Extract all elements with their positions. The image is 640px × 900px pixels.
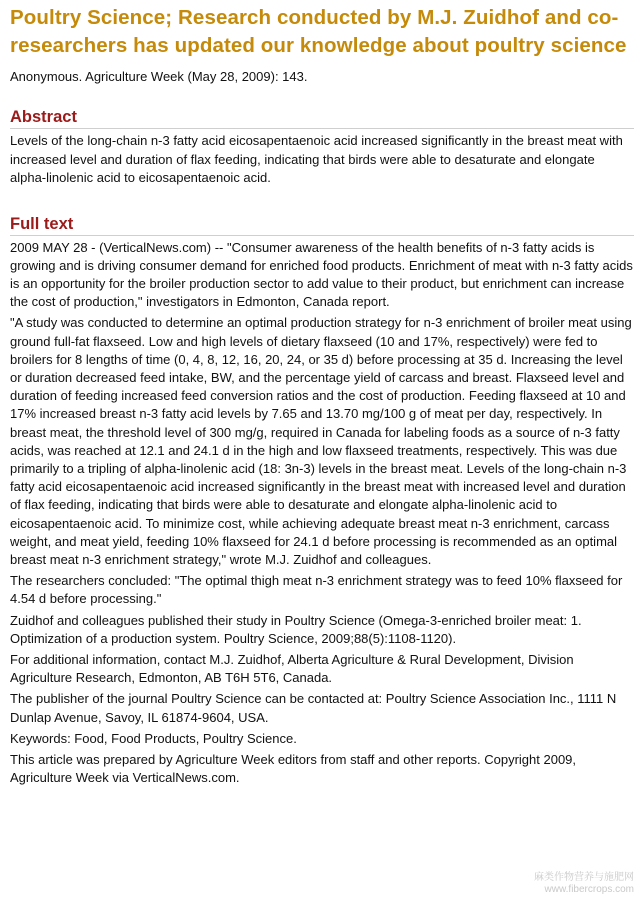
watermark-line-1: 麻类作物营养与施肥网 xyxy=(534,872,634,883)
site-watermark xyxy=(534,872,634,896)
article-citation: Anonymous. Agriculture Week (May 28, 2009): 143. xyxy=(10,69,308,84)
full-text-heading: Full text xyxy=(10,214,634,236)
full-text-paragraph-publication: Zuidhof and colleagues published their study in Poultry Science (Omega-3-enriched broiler meat: 1. Optimization of a production system. Poultry Science, 2009;88(5):1108-1120). xyxy=(10,612,582,646)
watermark-line-2: www.fibercrops.com xyxy=(544,884,634,895)
article xyxy=(10,4,634,787)
full-text-paragraph-intro: 2009 MAY 28 - (VerticalNews.com) -- "Consumer awareness of the health benefits of n-3 fatty acids is growing and is driving consumer demand for enriched food products. Enrichment of meat with n-3 fatty acids is an opportunity for the broiler production sector to add value to their product, but enrichment can increase the cost of production," investigators in Edmonton, Canada report. xyxy=(10,239,633,310)
full-text-paragraph-keywords: Keywords: Food, Food Products, Poultry Science. xyxy=(10,730,297,746)
full-text-paragraph-copyright: This article was prepared by Agriculture Week editors from staff and other reports. Copyright 2009, Agriculture Week via VerticalNews.com. xyxy=(10,751,577,786)
full-text-body xyxy=(10,239,634,788)
full-text-paragraph-contact: For additional information, contact M.J. Zuidhof, Alberta Agriculture & Rural Development, Division Agriculture Research, Edmonton, AB T6H 5T6, Canada. xyxy=(10,651,574,686)
abstract-text: Levels of the long-chain n-3 fatty acid eicosapentaenoic acid increased significantly in the breast meat with increased level and duration of flax feeding, indicating that birds were able to desaturate and elongate alpha-linolenic acid to eicosapentaenoic acid. xyxy=(10,133,623,185)
full-text-paragraph-publisher: The publisher of the journal Poultry Science can be contacted at: Poultry Science Association Inc., 1111 N Dunlap Avenue, Savoy, IL 61874-9604, USA. xyxy=(10,691,617,725)
abstract-heading: Abstract xyxy=(10,107,634,129)
article-title: Poultry Science; Research conducted by M.J. Zuidhof and co-researchers has updated our knowledge about poultry science xyxy=(10,6,627,57)
full-text-paragraph-conclusion: The researchers concluded: "The optimal thigh meat n-3 enrichment strategy was to feed 10% flaxseed for 4.54 d before processing." xyxy=(10,573,623,607)
full-text-paragraph-study: "A study was conducted to determine an optimal production strategy for n-3 enrichment of broiler meat using ground full-fat flaxseed. Low and high levels of dietary flaxseed (10 and 17%, respectively) were fed to broilers for 8 lengths of time (0, 4, 8, 12, 16, 20, 24, or 35 d) before processing at 35 d. Increasing the level or duration decreased feed intake, BW, and the percentage yield of carcass and breast. Flaxseed level and duration of feeding increased feed conversion ratios and the cost of production. Feeding flaxseed at 10 and 17% increased breast n-3 fatty acid levels by 7.65 and 13.70 mg/100 g of meat per day, respectively. In breast meat, the threshold level of 300 mg/g, required in Canada for labeling foods as a source of n-3 fatty acids, was reached at 12.1 and 24.1 d in the high and low flaxseed treatments, respectively. This was due primarily to a tripling of alpha-linolenic acid (18: 3n-3) levels in the breast meat. Levels of the long-chain n-3 fatty acid eicosapentaenoic acid increased significantly in the breast meat with increased level and duration of flax feeding, indicating that birds were able to desaturate and elongate alpha-linolenic acid to eicosapentaenoic acid. To minimize cost, while achieving adequate breast meat n-3 enrichment, carcass weight, and meat yield, feeding 10% flaxseed for 24.1 d before processing is recommended as an optimal breast meat n-3 enrichment strategy," wrote M.J. Zuidhof and colleagues. xyxy=(10,315,632,567)
